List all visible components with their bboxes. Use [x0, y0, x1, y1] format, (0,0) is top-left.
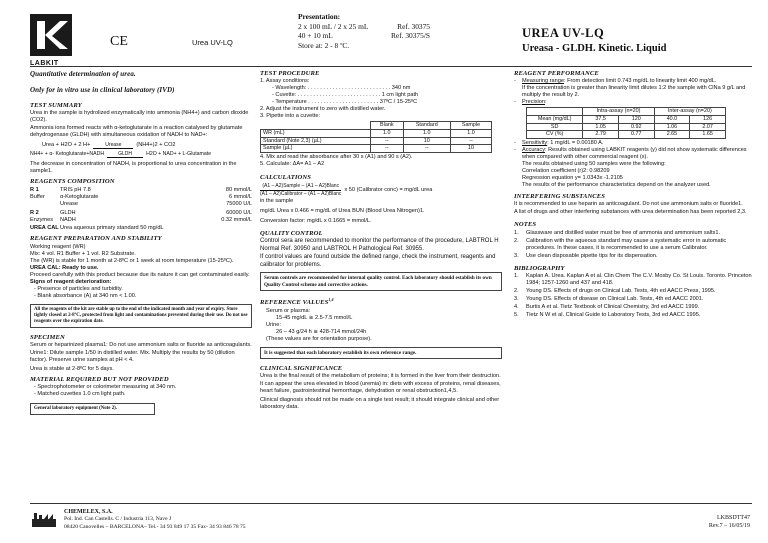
bibliography-item: 3. Young DS. Effects of disease on Clinical Lab. Tests, 4th ed AACC 2001.	[514, 295, 704, 302]
table-cell: --	[450, 137, 491, 145]
reagent-row	[30, 210, 252, 224]
accuracy-3: Correlation coefficient (r)2: 0.98209	[522, 168, 610, 175]
table-header-row	[261, 122, 492, 130]
qc-heading: QUALITY CONTROL	[260, 229, 323, 237]
notes-heading: NOTES	[514, 221, 537, 229]
address-line2: 08420 Canovelles – BARCELONA– Tel.- 34 93 849 17 35 Fax- 34 93 846 78 75	[64, 523, 246, 530]
qc-box: Serum controls are recommended for internal quality control. Each laboratory should establish its own Quality Control scheme and corrective actions.	[260, 272, 502, 291]
measuring-range: - Measuring range: From detection limit 0.743 mg/dL to linearity limit 400 mg/dL.	[514, 78, 717, 85]
summary-p3: The decrease in concentration of NADH, is proportional to urea concentration in the sample1.	[30, 161, 237, 175]
specimen-p3: Urea is stable at 2-8ºC for 5 days.	[30, 365, 114, 372]
company-name: CHEMELEX, S.A.	[64, 509, 113, 515]
prep-line: Mix: 4 vol. R1 Buffer + 1 vol. R2 Substrate.	[30, 250, 136, 257]
table-row	[261, 145, 492, 153]
note-item: 3. Use clean disposable pipette tips for its dispensation.	[514, 252, 658, 259]
precision-table	[526, 107, 726, 139]
reagent-name: Enzymes	[30, 216, 54, 223]
calculations-heading: CALCULATIONS	[260, 174, 312, 182]
reference-line: 26 – 43 g/24 h ≅ 428-714 mmol/24h	[276, 328, 367, 335]
precision-row	[527, 115, 726, 123]
material-line: - Matched cuvettes 1.0 cm light path.	[34, 390, 126, 397]
table-header-cell: Blank	[371, 122, 404, 130]
pres-ref1: Ref. 30375	[397, 21, 430, 31]
reaction-2: NH4+ + α- Ketoglutarate+NADH GLDH H2O + NAD+ + L-Glutamate	[30, 151, 212, 158]
clinical-heading: CLINICAL SIGNIFICANCE	[260, 365, 343, 373]
presentation-title: Presentation:	[298, 12, 341, 21]
bibliography-item: 4. Burtis A et al. Tietz Textbook of Clinical Chemistry, 3rd ed AACC 1999.	[514, 303, 700, 310]
table-cell: WR (mL)	[261, 129, 371, 137]
table-row	[261, 129, 492, 137]
table-header-cell: Standard	[403, 122, 450, 130]
interfering-heading: INTERFERING SUBSTANCES	[514, 193, 606, 201]
proc-step-4: 4. Mix and read the absorbance after 30 s (A1) and 90 s (A2).	[260, 154, 413, 161]
reagent-item: Urease	[60, 200, 79, 207]
address-line1: Pol. Ind. Can Castells. C / Industria 113, Nave J	[64, 516, 172, 523]
qc-p2: If control values are found outside the defined range, check the instrument, reagents and calibrator for problems.	[260, 254, 496, 268]
accuracy: - Accuracy: Results obtained using LABKIT reagents (y) did not show systematic differences when compared with other commercial reagent (x).	[514, 147, 747, 161]
doc-code: LKBSDTT47	[717, 515, 750, 521]
reagent-conc: 75000 U/L	[226, 200, 252, 207]
table-cell: Sample (µL)	[261, 145, 371, 153]
precision-cell: 126	[690, 115, 726, 123]
left-column	[30, 70, 252, 415]
pres-ref2: Ref. 30375/S	[390, 31, 430, 41]
reagent-name: Buffer	[30, 193, 45, 200]
pres-line2: 40 + 10 mL	[298, 31, 333, 41]
reagent-item: NADH	[60, 216, 76, 223]
precision-header-cell: Intra-assay (n=20)	[583, 108, 654, 116]
precision-cell: 40.0	[654, 115, 690, 123]
logo-text: LABKIT	[30, 59, 59, 67]
footer-rule	[30, 503, 752, 504]
footer-address	[64, 508, 246, 531]
reagents-heading: REAGENTS COMPOSITION	[30, 178, 115, 186]
proc-step-5: 5. Calculate: ΔA= A1 – A2	[260, 161, 325, 168]
prep-line: Working reagent (WR)	[30, 243, 86, 250]
material-heading: MATERIAL REQUIRED BUT NOT PROVIDED	[30, 375, 169, 383]
material-lines	[30, 384, 252, 398]
precision-header-cell	[527, 108, 583, 116]
precision-cell: 1.06	[654, 123, 690, 131]
test-summary-heading: TEST SUMMARY	[30, 101, 82, 109]
footer-code	[709, 514, 750, 530]
product-name-left: Urea UV-LQ	[192, 38, 233, 47]
reference-line: 15-45 mg/dL ≅ 2.5-7.5 mmol/L	[276, 314, 353, 321]
reagent-row	[30, 225, 252, 232]
table-cell: 1.0	[371, 129, 404, 137]
header-rule	[30, 66, 752, 67]
proc-temperature: - Temperature . . . . . . . . . . . . . . . . . . . . . . . 37ºC / 15-25ºC	[272, 99, 418, 106]
reagent-conc: 6 mmol/L	[228, 193, 252, 200]
prep-line: - Blank absorbance (A) at 340 nm < 1.00.	[34, 292, 137, 299]
bibliography-item: 1. Kaplan A. Urea. Kaplan A et al. Clin Chem The C.V. Mosby Co. St Louis. Toronto. Princeton 1984; 1257-1260 and 437 and 418.	[514, 272, 752, 286]
reagent-code: R 1	[30, 186, 39, 193]
specimen-p1: Serum or heparinized plasma1: Do not use ammonium salts or fluoride as anticoagulants.	[30, 342, 252, 349]
accuracy-2: The results obtained using 50 samples were the following:	[522, 161, 666, 168]
table-header-cell: Sample	[450, 122, 491, 130]
table-cell: --	[403, 145, 450, 153]
prep-line: Signs of reagent deterioration:	[30, 278, 112, 285]
reference-heading: REFERENCE VALUES$^{1,4}$	[260, 297, 334, 307]
stability-box: All the reagents of the kit are stable up to the end of the indicated month and year of expiry. Store tightly closed at 2-8ºC, protected from light and contaminations prevented during their use. Do not use reagents over the expiration date.	[30, 304, 252, 328]
reagent-conc: 80 mmol/L	[225, 186, 252, 193]
quant-heading: Quantitative determination of urea.	[30, 70, 136, 78]
precision-cell: Mean (mg/dL)	[527, 115, 583, 123]
precision-header-row	[527, 108, 726, 116]
revision: Rev.7 – 16/05/19	[708, 523, 750, 530]
precision-cell: CV (%)	[527, 131, 583, 139]
qc-p1: Control sera are recommended to monitor the performance of the procedure, LABTROL H Normal Ref. 30950 and LABTROL H Pathological Ref. 30955.	[260, 238, 499, 252]
precision-cell: 2.07	[690, 123, 726, 131]
precision-cell: 2.65	[654, 131, 690, 139]
reagent-code: UREA CAL	[30, 225, 59, 232]
note-item: 2. Calibration with the aqueous standard may cause a systematic error in automatic procedures. In these cases, it is recommended to use a serum Calibrator.	[514, 237, 727, 251]
reference-line: Urine:	[266, 321, 281, 328]
procedure-heading: TEST PROCEDURE	[260, 70, 320, 77]
reaction-1: Urea + H2O + 2 H+ Urease (NH4+)2 + CO2	[42, 141, 176, 148]
doc-title: UREA UV-LQ	[522, 26, 605, 40]
clinical-p1: Urea is the final result of the metabolism of proteins; it is formed in the liver from their destruction.	[260, 373, 501, 380]
precision-cell: 0.77	[618, 131, 654, 139]
bibliography-item: 5. Tietz N W et al. Clinical Guide to Laboratory Tests, 3rd ed AACC 1995.	[514, 311, 701, 318]
table-cell: Standard (Note 2,3) (µL)	[261, 137, 371, 145]
table-cell: --	[371, 145, 404, 153]
calc-rhs: x 50 (Calibrator conc) = mg/dL urea	[344, 186, 433, 193]
reagent-item: GLDH	[60, 209, 76, 216]
specimen-p2: Urine1: Dilute sample 1/50 in distilled water. Mix. Multiply the results by 50 (dilution factor). Preserve urine samples at pH < 4.	[30, 350, 235, 364]
table-cell: 1.0	[450, 129, 491, 137]
precision-row	[527, 123, 726, 131]
reagent-item: Urea aqueous primary standard 50 mg/dL	[60, 225, 164, 232]
reagent-row	[30, 187, 252, 208]
pipette-table	[260, 121, 492, 153]
labkit-k-icon	[30, 14, 72, 56]
clinical-p2: It can appear the urea elevated in blood (uremia) in: diets with excess of proteins, renal diseases, heart failure, gastrointestinal hemorrhage, dehydration or renal obstruction1,4,5.	[260, 381, 501, 395]
proc-step-1: 1. Assay conditions:	[260, 78, 310, 85]
ce-mark: CE	[110, 34, 128, 49]
performance-heading: REAGENT PERFORMANCE	[514, 70, 599, 77]
precision-cell: 0.92	[618, 123, 654, 131]
calc-in-sample: in the sample	[260, 197, 294, 204]
prep-line: The (WR) is stable for 1 month at 2-8ºC or 1 week at room temperature (15-25ºC).	[30, 257, 234, 264]
reagent-conc: 0.32 mmol/L	[221, 216, 252, 223]
reference-box: It is suggested that each laboratory establish its own reference range.	[260, 347, 502, 360]
reagent-conc: 60000 U/L	[226, 209, 252, 216]
reagents-table	[30, 187, 252, 233]
measuring-range-2: If the concentration is greater than linearity limit dilutes 1:2 the sample with ClNa 9 g/L and multiply the result by 2.	[522, 85, 746, 99]
reagent-item: α-Ketoglutarate	[60, 193, 99, 200]
precision-header-cell: Inter-assay (n=20)	[654, 108, 725, 116]
table-cell: 10	[450, 145, 491, 153]
calc-numerator: (A1 – A2)Sample – (A1 – A2)Blanc	[262, 183, 340, 190]
precision-cell: 1.65	[690, 131, 726, 139]
invitro-heading: Only for in vitro use in clinical laboratory (IVD)	[30, 85, 175, 94]
accuracy-4: Regression equation y= 1.0343x -1.2105	[522, 175, 623, 182]
reference-line: (These values are for orientation purpose).	[266, 335, 372, 342]
proc-step-2: 2. Adjust the instrument to zero with distilled water.	[260, 106, 386, 113]
bibliography-item: 2. Young DS. Effects of drugs on Clinical Lab. Tests, 4th ed AACC Press, 1995.	[514, 287, 716, 294]
middle-column	[260, 70, 502, 412]
rxn2-enzyme: GLDH	[118, 151, 133, 158]
table-cell: --	[371, 137, 404, 145]
proc-wavelength: - Wavelength: . . . . . . . . . . . . . . . . . . . . . . . . . . . 340 nm	[272, 85, 411, 92]
accuracy-5: The results of the performance characteristics depend on the analyzer used.	[522, 182, 711, 189]
notes-list	[514, 230, 752, 260]
note-item: 1. Glassware and distilled water must be free of ammonia and ammonium salts1.	[514, 229, 721, 236]
store-temp: Store at: 2 - 8 ºC.	[298, 40, 350, 50]
prep-line: Proceed carefully with this product because due its nature it can get contaminated easily.	[30, 271, 250, 278]
material-line: - Spectrophotometer or colorimeter measuring at 340 nm.	[34, 383, 177, 390]
footer-logo-icon	[32, 509, 56, 530]
interfering-p2: A list of drugs and other interfering substances with urea determination has been reported 2,3.	[514, 209, 747, 216]
bibliography-heading: BIBLIOGRAPHY	[514, 264, 565, 272]
pres-line1: 2 x 100 mL / 2 x 25 mL	[298, 21, 369, 31]
calc-bun: mg/dL Urea x 0.466 = mg/dL of Urea BUN (Blood Urea Nitrogen)1.	[260, 207, 425, 214]
summary-p2: Ammonia ions formed reacts with α-ketoglutarate in a reaction catalysed by glutamate dehydrogenase (GLDH) with simultaneous oxidation of NADH to NAD+:	[30, 124, 243, 138]
precision-cell: 1.05	[583, 123, 619, 131]
calc-conversion: Conversion factor: mg/dL x 0.1665 = mmol/L.	[260, 217, 372, 224]
table-header-cell	[261, 122, 371, 130]
table-row	[261, 137, 492, 145]
precision-label: - Precision:	[514, 99, 547, 106]
interfering-p1: It is recommended to use heparin as anticoagulant. Do not use ammonium salts or fluoride1.	[514, 201, 743, 208]
presentation-block	[298, 12, 448, 51]
table-cell: 10	[403, 137, 450, 145]
clinical-p3: Clinical diagnosis should not be made on a single test result; it should integrate clinical and other laboratory data.	[260, 396, 500, 410]
reagent-item: TRIS pH 7.8	[60, 186, 91, 193]
precision-row	[527, 131, 726, 139]
labkit-logo	[30, 14, 72, 66]
sensitivity: - Sensitivity: 1 mg/dL = 0.00180 A.	[514, 140, 604, 147]
calc-formula	[260, 183, 502, 197]
precision-cell: SD	[527, 123, 583, 131]
proc-cuvette: - Cuvette: . . . . . . . . . . . . . . . . . . . . . . . . . . . 1 cm light path	[272, 92, 419, 99]
reference-lines	[260, 308, 502, 343]
bibliography-list	[514, 273, 752, 319]
reagent-code: R 2	[30, 209, 39, 216]
equipment-box: General laboratory equipment (Note 2).	[30, 403, 155, 415]
doc-subtitle: Ureasa - GLDH. Kinetic. Liquid	[522, 43, 667, 54]
rxn1-enzyme: Urease	[105, 141, 122, 148]
right-column	[514, 70, 752, 320]
precision-cell: 120	[618, 115, 654, 123]
proc-step-3: 3. Pipette into a cuvette:	[260, 113, 321, 120]
prep-line: - Presence of particles and turbidity.	[34, 285, 123, 292]
calc-denominator: (A1 – A2)Calibrator – (A1 – A2)Blanc	[260, 190, 342, 197]
specimen-heading: SPECIMEN	[30, 333, 65, 341]
prep-heading: REAGENT PREPARATION AND STABILITY	[30, 235, 162, 243]
prep-line: UREA CAL: Ready to use.	[30, 264, 99, 271]
precision-cell: 2.79	[583, 131, 619, 139]
summary-p1: Urea in the sample is hydrolized enzymatically into ammonia (NH4+) and carbon dioxide (CO2).	[30, 109, 249, 123]
reference-line: Serum or plasma:	[266, 307, 311, 314]
precision-cell: 37.5	[583, 115, 619, 123]
table-cell: 1.0	[403, 129, 450, 137]
prep-lines	[30, 244, 252, 300]
